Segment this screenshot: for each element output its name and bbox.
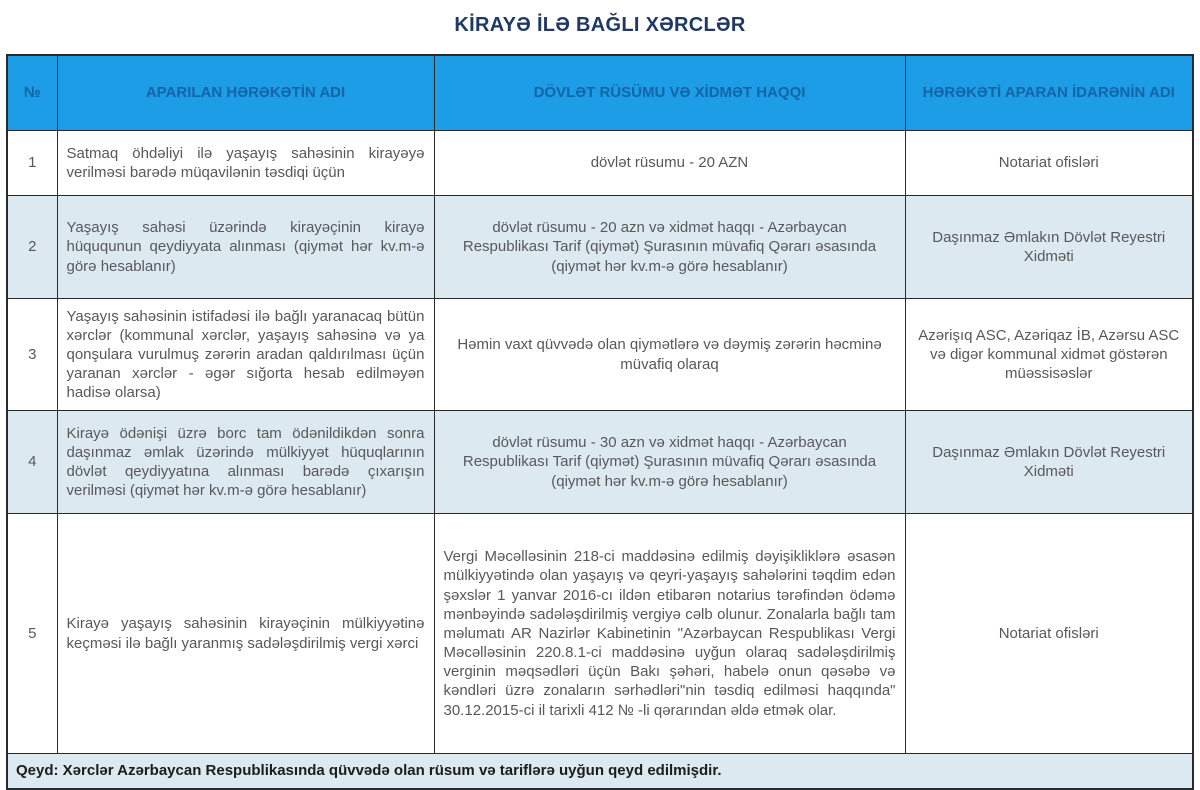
table-row	[7, 131, 1193, 196]
table-row	[7, 299, 1193, 411]
page-title: KİRAYƏ İLƏ BAĞLI XƏRCLƏR	[454, 14, 746, 36]
cell-row-number: 3	[7, 299, 57, 411]
col-header-agency: HƏRƏKƏTİ APARAN İDARƏNİN ADI	[905, 55, 1193, 131]
cell-action-name: Kirayə yaşayış sahəsinin kirayəçinin mülkiyyətinə keçməsi ilə bağlı yaranmış sadələşdirilmiş vergi xərci	[57, 514, 434, 754]
cell-action-name: Satmaq öhdəliyi ilə yaşayış sahəsinin kirayəyə verilməsi barədə müqavilənin təsdiqi üçün	[57, 131, 434, 196]
cell-fee: Həmin vaxt qüvvədə olan qiymətlərə və dəymiş zərərin həcminə müvafiq olaraq	[434, 299, 905, 411]
cell-action-name: Kirayə ödənişi üzrə borc tam ödənildikdən sonra daşınmaz əmlak üzərində mülkiyyət hüquqlarının dövlət qeydiyyatına alınması barədə çıxarışın verilməsi (qiymət hər kv.m-ə görə hesablanır)	[57, 411, 434, 514]
col-header-fee: DÖVLƏT RÜSÜMU VƏ XİDMƏT HAQQI	[434, 55, 905, 131]
cell-agency: Daşınmaz Əmlakın Dövlət Reyestri Xidməti	[905, 196, 1193, 299]
cell-row-number: 4	[7, 411, 57, 514]
cell-row-number: 5	[7, 514, 57, 754]
cell-action-name: Yaşayış sahəsinin istifadəsi ilə bağlı yaranacaq bütün xərclər (kommunal xərclər, yaşayış sahəsinə və ya qonşulara vurulmuş zərərin aradan qaldırılması üçün yaranan xərclər - əgər sığorta hesab edilməyən hadisə olarsa)	[57, 299, 434, 411]
cell-agency: Notariat ofisləri	[905, 514, 1193, 754]
cell-fee: dövlət rüsumu - 20 azn və xidmət haqqı - Azərbaycan Respublikası Tarif (qiymət) Şurasının müvafiq Qərarı əsasında (qiymət hər kv.m-ə görə hesablanır)	[434, 196, 905, 299]
cell-fee: dövlət rüsumu - 20 AZN	[434, 131, 905, 196]
table-row	[7, 196, 1193, 299]
cell-fee: Vergi Məcəlləsinin 218-ci maddəsinə edilmiş dəyişikliklərə əsasən mülkiyyətində olan yaşayış və qeyri-yaşayış sahələrini təqdim edən şəxslər 1 yanvar 2016-cı ildən etibarən notarius tərəfindən ödəmə mənbəyində sadələşdirilmiş vergiyə cəlb olunur. Zonalarla bağlı tam məlumatı AR Nazirlər Kabinetinin "Azərbaycan Respublikası Vergi Məcəlləsinin 220.8.1-ci maddəsinə uyğun olaraq sadələşdirilmiş verginin məqsədləri üçün Bakı şəhəri, habelə onun qəsəbə və kəndləri üzrə zonaların sərhədləri"nin təsdiq edilməsi haqqında" 30.12.2015-ci il tarixli 412 № -li qərarından əldə etmək olar.	[434, 514, 905, 754]
cell-agency: Daşınmaz Əmlakın Dövlət Reyestri Xidməti	[905, 411, 1193, 514]
col-header-number: №	[7, 55, 57, 131]
table-header-row	[7, 55, 1193, 131]
cell-action-name: Yaşayış sahəsi üzərində kirayəçinin kirayə hüququnun qeydiyyata alınması (qiymət hər kv.m-ə görə hesablanır)	[57, 196, 434, 299]
table-row	[7, 514, 1193, 754]
cell-agency: Azərişıq ASC, Azəriqaz İB, Azərsu ASC və digər kommunal xidmət göstərən müəssisəslər	[905, 299, 1193, 411]
note-row	[7, 754, 1193, 790]
table-row	[7, 411, 1193, 514]
cell-row-number: 2	[7, 196, 57, 299]
note-text: Qeyd: Xərclər Azərbaycan Respublikasında qüvvədə olan rüsum və tariflərə uyğun qeyd edilmişdir.	[7, 754, 1193, 790]
cell-row-number: 1	[7, 131, 57, 196]
expenses-table	[6, 54, 1194, 790]
col-header-action: APARILAN HƏRƏKƏTİN ADI	[57, 55, 434, 131]
cell-fee: dövlət rüsumu - 30 azn və xidmət haqqı - Azərbaycan Respublikası Tarif (qiymət) Şurasının müvafiq Qərarı əsasında (qiymət hər kv.m-ə görə hesablanır)	[434, 411, 905, 514]
cell-agency: Notariat ofisləri	[905, 131, 1193, 196]
